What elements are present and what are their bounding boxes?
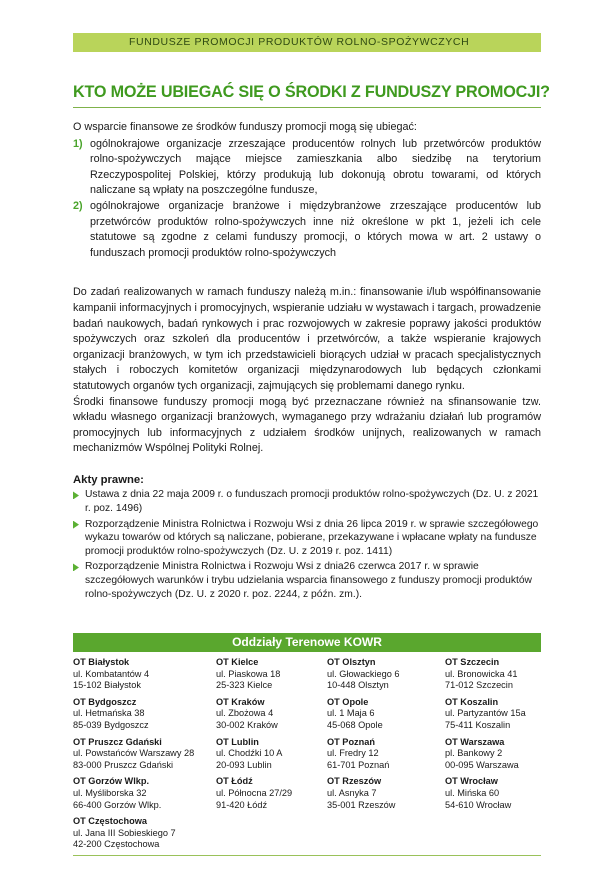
office-address-block	[445, 776, 541, 811]
section-label: FUNDUSZE PROMOCJI PRODUKTÓW ROLNO-SPOŻYWCZYCH	[129, 36, 470, 48]
office-name: OT Białystok	[73, 657, 130, 667]
offices-grid	[73, 657, 541, 851]
spacer	[73, 261, 541, 285]
office-city: 83-000 Pruszcz Gdański	[73, 759, 174, 770]
office-street: ul. Asnyka 7	[327, 787, 377, 798]
office-name: OT Kraków	[216, 696, 265, 707]
office-name: OT Koszalin	[445, 696, 499, 707]
office-name: OT Rzeszów	[327, 776, 382, 787]
office-address-block	[216, 737, 327, 772]
office-street: ul. Bronowicka 41	[445, 668, 518, 679]
legal-act-item	[73, 518, 541, 559]
eligible-list	[73, 137, 541, 262]
main-content	[73, 120, 541, 603]
office-name: OT Bydgoszcz	[73, 696, 137, 707]
office-name: OT Wrocław	[445, 776, 498, 787]
triangle-bullet-icon	[73, 563, 79, 571]
office-name: OT Lublin	[216, 736, 259, 747]
legal-acts-section	[73, 473, 541, 602]
legal-act-item	[73, 488, 541, 516]
office-name: OT Kielce	[216, 657, 259, 667]
office-street: ul. Piaskowa 18	[216, 668, 281, 679]
office-street: ul. Kombatantów 4	[73, 668, 150, 679]
office-name: OT Gorzów Wlkp.	[73, 776, 150, 787]
office-city: 75-411 Koszalin	[445, 719, 511, 730]
legal-acts-title: Akty prawne:	[73, 473, 144, 486]
office-city: 00-095 Warszawa	[445, 759, 519, 770]
office-address-block	[216, 697, 327, 732]
office-city: 10-448 Olsztyn	[327, 680, 389, 691]
office-city: 85-039 Bydgoszcz	[73, 719, 149, 730]
office-address-block	[327, 697, 445, 732]
office-street: pl. Bankowy 2	[445, 748, 503, 759]
office-city: 25-323 Kielce	[216, 680, 273, 691]
office-address-block	[73, 776, 216, 811]
office-street: ul. Chodźki 10 A	[216, 748, 283, 759]
legal-act-text: Ustawa z dnia 22 maja 2009 r. o funduszach promocji produktów rolno-spożywczych (Dz. U. z 2021 r. poz. 1496)	[85, 489, 539, 515]
office-address-block	[73, 697, 216, 732]
office-street: ul. Północna 27/29	[216, 787, 293, 798]
office-name: OT Poznań	[327, 736, 375, 747]
office-city: 66-400 Gorzów Wlkp.	[73, 799, 162, 810]
item-number: 2)	[73, 199, 83, 212]
office-name: OT Częstochowa	[73, 816, 148, 827]
legal-act-text: Rozporządzenie Ministra Rolnictwa i Rozwoju Wsi z dnia26 czerwca 2017 r. w sprawie szczegółowych warunków i trybu udzielania wsparcia finansowego z funduszy promocji produktów rolno-spożywczych (Dz. U. z 2020 r. poz. 2244, z późn. zm.).	[85, 561, 532, 601]
item-number: 1)	[73, 137, 83, 150]
office-address-block	[73, 737, 216, 772]
title-divider	[73, 107, 541, 108]
office-city: 45-068 Opole	[327, 719, 383, 730]
office-street: ul. Zbożowa 4	[216, 708, 274, 719]
item-text: ogólnokrajowe organizacje zrzeszające producentów rolnych lub przetwórców produktów rolno-spożywczych mające miejsce zamieszkania albo siedzibę na terytorium Rzeczypospolitej Polskiej, którzy produkują lub dokonują obrotu towarami, od których naliczane są wpłaty na poszczególne fundusze,	[90, 137, 541, 197]
office-street: ul. Głowackiego 6	[327, 668, 400, 679]
office-address-block	[73, 816, 216, 851]
office-city: 20-093 Lublin	[216, 759, 272, 770]
office-address-block	[216, 657, 327, 692]
triangle-bullet-icon	[73, 521, 79, 529]
office-street: ul. Mińska 60	[445, 787, 500, 798]
legal-acts-list	[73, 488, 541, 601]
office-city: 15-102 Białystok	[73, 680, 141, 691]
eligible-item	[73, 199, 541, 261]
office-address-block	[445, 657, 541, 692]
office-city: 30-002 Kraków	[216, 719, 278, 730]
office-street: ul. Partyzantów 15a	[445, 708, 526, 719]
bottom-divider	[73, 855, 541, 856]
office-city: 71-012 Szczecin	[445, 680, 513, 691]
offices-header	[73, 633, 541, 652]
office-city: 91-420 Łódź	[216, 799, 268, 810]
office-name: OT Olsztyn	[327, 657, 376, 667]
page-title: KTO MOŻE UBIEGAĆ SIĘ O ŚRODKI Z FUNDUSZY PROMOCJI?	[73, 83, 550, 101]
tasks-paragraph: Do zadań realizowanych w ramach funduszy należą m.in.: finansowanie i/lub współfinansowanie kampanii informacyjnych i promocyjnych, wspieranie udziału w wystawach i targach, prowadzenie badań naukowych, badań rynkowych i prac rozwojowych w zakresie poprawy jakości produktów spożywczych oraz szkoleń dla producentów i przetwórców, a także wspieranie krajowych organizacji branżowych, w tym ich przedstawicieli biorących udział w pracach specjalistycznych stałych i roboczych komitetów organizacji międzynarodowych lub będących członkami statutowych organów tych organizacji, zajmujących się problemami danego rynku.	[73, 286, 541, 392]
office-name: OT Łódź	[216, 776, 253, 787]
offices-title: Oddziały Terenowe KOWR	[232, 635, 382, 649]
office-street: ul. Powstańców Warszawy 28	[73, 748, 195, 759]
office-address-block	[445, 737, 541, 772]
office-address-block	[216, 776, 327, 811]
office-name: OT Pruszcz Gdański	[73, 736, 162, 747]
office-street: ul. Fredry 12	[327, 748, 379, 759]
office-address-block	[327, 657, 445, 692]
office-address-block	[445, 697, 541, 732]
office-city: 54-610 Wrocław	[445, 799, 512, 810]
office-street: ul. Hetmańska 38	[73, 708, 145, 719]
office-street: ul. Myśliborska 32	[73, 787, 147, 798]
section-header-bar	[73, 33, 541, 52]
office-street: ul. Jana III Sobieskiego 7	[73, 827, 176, 838]
triangle-bullet-icon	[73, 491, 79, 499]
office-address-block	[73, 657, 216, 692]
office-name: OT Opole	[327, 696, 369, 707]
office-name: OT Warszawa	[445, 736, 505, 747]
office-city: 42-200 Częstochowa	[73, 839, 160, 850]
office-city: 35-001 Rzeszów	[327, 799, 396, 810]
item-text: ogólnokrajowe organizacje branżowe i międzybranżowe zrzeszające producentów lub przetwórców produktów rolno-spożywczych inne niż określone w pkt 1, jeżeli ich cele statutowe są zgodne z celami funduszy promocji, o których mowa w art. 2 ustawy o funduszach promocji produktów rolno-spożywczych	[90, 199, 541, 259]
office-street: ul. 1 Maja 6	[327, 708, 375, 719]
office-address-block	[327, 737, 445, 772]
funds-paragraph: Środki finansowe funduszy promocji mogą być przeznaczane również na sfinansowanie tzw. wkładu własnego organizacji branżowych, wymaganego przy wdrażaniu działań lub programów promocyjnych lub informacyjnych z udziałem środków unijnych, realizowanych w ramach mechanizmów Wspólnej Polityki Rolnej.	[73, 395, 541, 455]
office-city: 61-701 Poznań	[327, 759, 390, 770]
intro-text: O wsparcie finansowe ze środków funduszy promocji mogą się ubiegać:	[73, 121, 417, 133]
legal-act-item	[73, 560, 541, 601]
eligible-item	[73, 137, 541, 199]
legal-act-text: Rozporządzenie Ministra Rolnictwa i Rozwoju Wsi z dnia 26 lipca 2019 r. w sprawie szczegółowego wykazu towarów od których są naliczane, pobierane, przekazywane i wpłacane wpłaty na fundusze promocji produktów rolno-spożywczych (Dz. U. z 2019 r. poz. 1411)	[85, 518, 539, 558]
office-name: OT Szczecin	[445, 657, 500, 667]
office-address-block	[327, 776, 445, 811]
